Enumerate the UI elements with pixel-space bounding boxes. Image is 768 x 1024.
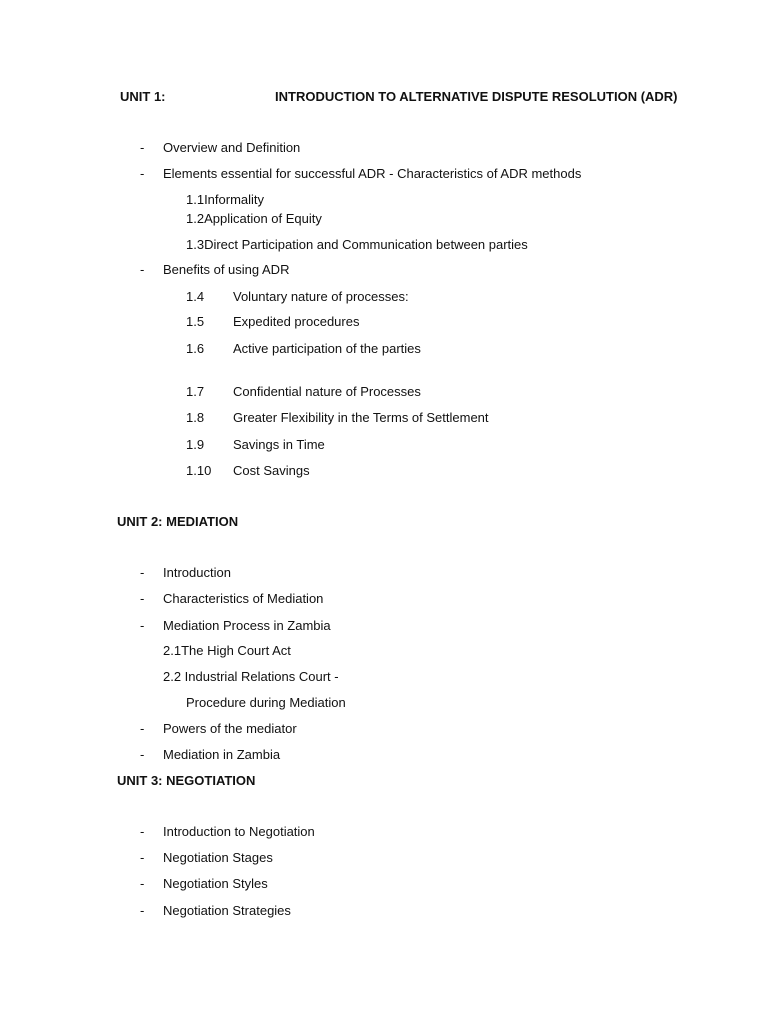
unit1-bullet-elements: Elements essential for successful ADR - Characteristics of ADR methods — [163, 166, 582, 181]
bullet-dash: - — [140, 166, 145, 181]
bullet-dash: - — [140, 262, 145, 277]
unit3-title: UNIT 3: NEGOTIATION — [117, 773, 256, 788]
unit1-item-text: Savings in Time — [233, 437, 325, 452]
bullet-dash: - — [140, 850, 145, 865]
bullet-dash: - — [140, 747, 145, 762]
unit1-item-number: 1.6 — [186, 341, 205, 356]
unit1-item-text: Expedited procedures — [233, 314, 360, 329]
bullet-dash: - — [140, 876, 145, 891]
unit1-item-text: Active participation of the parties — [233, 341, 421, 356]
unit2-bullet: Powers of the mediator — [163, 721, 297, 736]
unit1-item-number: 1.9 — [186, 437, 205, 452]
unit2-sub-item: 2.2 Industrial Relations Court - — [163, 669, 339, 684]
unit2-sub-item: Procedure during Mediation — [186, 695, 346, 710]
unit2-bullet: Introduction — [163, 565, 231, 580]
unit2-bullet: Mediation in Zambia — [163, 747, 281, 762]
bullet-dash: - — [140, 140, 145, 155]
unit1-item-text: Greater Flexibility in the Terms of Settlement — [233, 410, 489, 425]
bullet-dash: - — [140, 824, 145, 839]
unit1-item-number: 1.10 — [186, 463, 212, 478]
bullet-dash: - — [140, 903, 145, 918]
unit2-title: UNIT 2: MEDIATION — [117, 514, 239, 529]
unit3-bullet: Negotiation Stages — [163, 850, 273, 865]
unit2-bullet: Characteristics of Mediation — [163, 591, 324, 606]
bullet-dash: - — [140, 618, 145, 633]
unit1-item-number: 1.5 — [186, 314, 205, 329]
unit1-item-number: 1.4 — [186, 289, 205, 304]
bullet-dash: - — [140, 565, 145, 580]
unit1-item-number: 1.7 — [186, 384, 205, 399]
unit1-label: UNIT 1: — [120, 89, 166, 104]
unit3-bullet: Negotiation Strategies — [163, 903, 291, 918]
bullet-dash: - — [140, 591, 145, 606]
unit1-bullet-overview: Overview and Definition — [163, 140, 301, 155]
unit1-title: INTRODUCTION TO ALTERNATIVE DISPUTE RESOLUTION (ADR) — [275, 89, 678, 104]
unit1-bullet-benefits: Benefits of using ADR — [163, 262, 290, 277]
unit1-item-text: Confidential nature of Processes — [233, 384, 421, 399]
bullet-dash: - — [140, 721, 145, 736]
unit1-item-text: Voluntary nature of processes: — [233, 289, 409, 304]
unit2-bullet: Mediation Process in Zambia — [163, 618, 331, 633]
unit1-item-number: 1.8 — [186, 410, 205, 425]
unit1-item-text: Cost Savings — [233, 463, 310, 478]
unit3-bullet: Introduction to Negotiation — [163, 824, 315, 839]
unit1-sub-item: 1.1Informality — [186, 192, 265, 207]
unit2-sub-item: 2.1The High Court Act — [163, 643, 291, 658]
unit1-sub-item: 1.2Application of Equity — [186, 211, 322, 226]
unit1-sub-item: 1.3Direct Participation and Communication between parties — [186, 237, 528, 252]
unit3-bullet: Negotiation Styles — [163, 876, 268, 891]
